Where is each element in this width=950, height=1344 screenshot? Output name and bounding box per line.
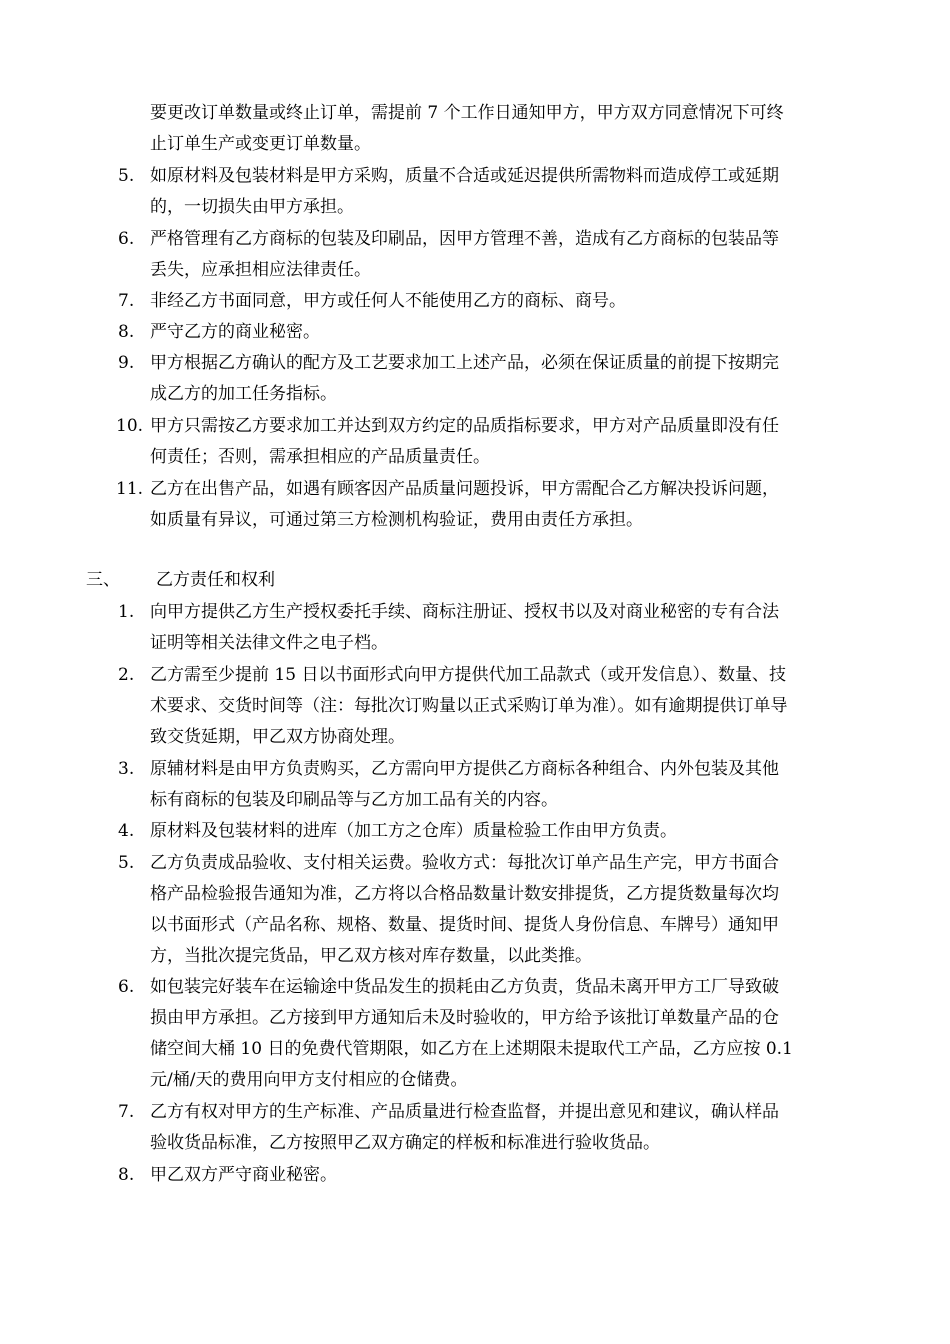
text-line: 证明等相关法律文件之电子档。: [150, 633, 388, 653]
text-line: 甲方只需按乙方要求加工并达到双方约定的品质指标要求，甲方对产品质量即没有任: [150, 416, 779, 436]
list-item-number: 7.: [118, 1102, 135, 1122]
text-line: 以书面形式（产品名称、规格、数量、提货时间、提货人身份信息、车牌号）通知甲: [150, 915, 779, 935]
text-line: 乙方有权对甲方的生产标准、产品质量进行检查监督，并提出意见和建议，确认样品: [150, 1102, 779, 1122]
text-line: 乙方在出售产品，如遇有顾客因产品质量问题投诉，甲方需配合乙方解决投诉问题，: [150, 479, 779, 499]
list-item-number: 8.: [118, 322, 135, 342]
text-line: 向甲方提供乙方生产授权委托手续、商标注册证、授权书以及对商业秘密的专有合法: [150, 602, 779, 622]
text-line: 如原材料及包装材料是甲方采购，质量不合适或延迟提供所需物料而造成停工或延期: [150, 166, 779, 186]
text-line: 丢失，应承担相应法律责任。: [150, 260, 371, 280]
text-line: 乙方需至少提前 15 日以书面形式向甲方提供代加工品款式（或开发信息）、数量、技: [150, 665, 786, 685]
text-line: 损由甲方承担。乙方接到甲方通知后未及时验收的，甲方给予该批订单数量产品的仓: [150, 1008, 779, 1028]
text-line: 格产品检验报告通知为准，乙方将以合格品数量计数安排提货，乙方提货数量每次均: [150, 884, 779, 904]
text-line: 止订单生产或变更订单数量。: [150, 134, 371, 154]
text-line: 原辅材料是由甲方负责购买，乙方需向甲方提供乙方商标各种组合、内外包装及其他: [150, 759, 779, 779]
text-line: 验收货品标准，乙方按照甲乙双方确定的样板和标准进行验收货品。: [150, 1133, 660, 1153]
text-line: 如包装完好装车在运输途中货品发生的损耗由乙方负责，货品未离开甲方工厂导致破: [150, 977, 779, 997]
text-line: 严格管理有乙方商标的包装及印刷品，因甲方管理不善，造成有乙方商标的包装品等: [150, 229, 779, 249]
list-item-number: 3.: [118, 759, 135, 779]
list-item-number: 4.: [118, 821, 135, 841]
list-item-number: 6.: [118, 977, 135, 997]
list-item-number: 9.: [118, 353, 135, 373]
text-line: 致交货延期，甲乙双方协商处理。: [150, 727, 405, 747]
list-item-number: 2.: [118, 665, 135, 685]
list-item-number: 7.: [118, 291, 135, 311]
list-item-number: 11.: [116, 479, 144, 499]
text-line: 何责任；否则，需承担相应的产品质量责任。: [150, 447, 490, 467]
section-number: 三、: [86, 570, 120, 590]
text-line: 标有商标的包装及印刷品等与乙方加工品有关的内容。: [150, 790, 558, 810]
list-item-number: 5.: [118, 166, 135, 186]
list-item-number: 6.: [118, 229, 135, 249]
text-line: 元/桶/天的费用向甲方支付相应的仓储费。: [150, 1070, 468, 1090]
text-line: 乙方负责成品验收、支付相关运费。验收方式：每批次订单产品生产完，甲方书面合: [150, 853, 779, 873]
text-line: 如质量有异议，可通过第三方检测机构验证，费用由责任方承担。: [150, 510, 643, 530]
text-line: 术要求、交货时间等（注：每批次订购量以正式采购订单为准）。如有逾期提供订单导: [150, 696, 788, 716]
text-line: 甲乙双方严守商业秘密。: [150, 1165, 337, 1185]
text-line: 原材料及包装材料的进库（加工方之仓库）质量检验工作由甲方负责。: [150, 821, 677, 841]
list-item-number: 10.: [116, 416, 144, 436]
text-line: 甲方根据乙方确认的配方及工艺要求加工上述产品，必须在保证质量的前提下按期完: [150, 353, 779, 373]
text-line: 非经乙方书面同意，甲方或任何人不能使用乙方的商标、商号。: [150, 291, 626, 311]
text-line: 储空间大桶 10 日的免费代管期限，如乙方在上述期限未提取代工产品，乙方应按 0.1: [150, 1039, 793, 1059]
list-item-number: 8.: [118, 1165, 135, 1185]
list-item-number: 5.: [118, 853, 135, 873]
section-title: 乙方责任和权利: [156, 570, 275, 590]
text-line: 的，一切损失由甲方承担。: [150, 197, 354, 217]
text-line: 要更改订单数量或终止订单，需提前 7 个工作日通知甲方，甲方双方同意情况下可终: [150, 103, 784, 123]
list-item-number: 1.: [118, 602, 135, 622]
text-line: 严守乙方的商业秘密。: [150, 322, 320, 342]
text-line: 成乙方的加工任务指标。: [150, 384, 337, 404]
text-line: 方，当批次提完货品，甲乙双方核对库存数量，以此类推。: [150, 946, 592, 966]
